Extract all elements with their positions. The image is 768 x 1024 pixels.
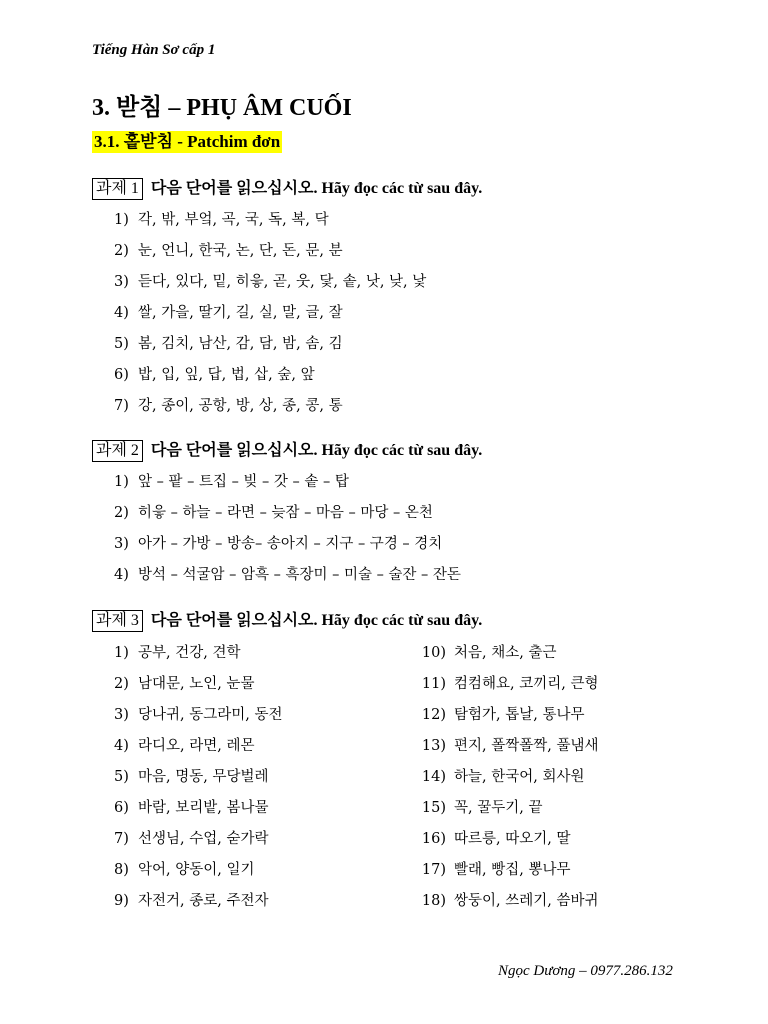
list-item: 10) 처음, 채소, 출근 <box>421 645 557 661</box>
list-item: 13) 편지, 폴짝폴짝, 풀냄새 <box>421 738 599 754</box>
list-item: 15) 꼭, 꿀두기, 끝 <box>421 800 543 816</box>
list-item: 1) 각, 밖, 부엌, 곡, 국, 독, 복, 닥 <box>114 212 329 228</box>
word-list <box>92 205 692 422</box>
list-item: 7) 강, 종이, 공항, 방, 상, 종, 콩, 통 <box>114 398 343 414</box>
exercise-heading <box>92 610 692 634</box>
list-item: 3) 아가 – 가방 – 방송– 송아지 – 지구 – 구경 – 경치 <box>114 536 443 552</box>
instruction-korean: 다음 단어를 읽으십시오. <box>150 180 318 197</box>
section-subtitle: 3.1. 홑받침 - Patchim đơn <box>94 132 281 151</box>
list-item: 3) 듣다, 있다, 밑, 히읗, 곧, 웃, 닻, 솥, 낫, 낮, 낯 <box>114 274 427 290</box>
exercise-label: 과제 2 <box>92 440 143 462</box>
list-item: 14) 하늘, 한국어, 회사원 <box>421 769 585 785</box>
list-item: 3) 당나귀, 동그라미, 동전 <box>114 707 283 723</box>
page-footer: Ngọc Dương – 0977.286.132 <box>498 963 673 979</box>
list-item: 1) 공부, 건강, 견학 <box>114 645 241 661</box>
list-item: 11) 컴컴해요, 코끼리, 큰형 <box>421 676 599 692</box>
exercise-label: 과제 1 <box>92 178 143 200</box>
list-item: 12) 탐험가, 톱날, 통나무 <box>421 707 585 723</box>
list-item: 6) 바람, 보리밭, 봄나물 <box>114 800 269 816</box>
list-item: 9) 자전거, 종로, 주전자 <box>114 893 269 909</box>
list-item: 4) 라디오, 라면, 레몬 <box>114 738 255 754</box>
list-item: 18) 쌍둥이, 쓰레기, 씀바귀 <box>421 893 599 909</box>
right-column <box>414 638 599 917</box>
exercise-heading <box>92 178 692 202</box>
list-item: 6) 밥, 입, 잎, 답, 법, 삽, 숲, 앞 <box>114 367 315 383</box>
list-item: 2) 남대문, 노인, 눈물 <box>114 676 255 692</box>
word-columns <box>92 638 692 918</box>
instruction-vietnamese: Hãy đọc các từ sau đây. <box>321 612 483 629</box>
exercise-3 <box>92 610 692 918</box>
list-item: 8) 악어, 양동이, 일기 <box>114 862 255 878</box>
exercise-label: 과제 3 <box>92 610 143 632</box>
list-item: 2) 히읗 – 하늘 – 라면 – 늦잠 – 마음 – 마당 – 온천 <box>114 505 433 521</box>
list-item: 2) 눈, 언니, 한국, 논, 단, 돈, 문, 분 <box>114 243 343 259</box>
page-title: 3. 받침 – PHỤ ÂM CUỐI <box>92 95 352 121</box>
exercise-2 <box>92 440 692 591</box>
list-item: 5) 봄, 김치, 남산, 감, 담, 밤, 솜, 김 <box>114 336 343 352</box>
list-item: 17) 빨래, 빵집, 뽕나무 <box>421 862 571 878</box>
list-item: 4) 방석 – 석굴암 – 암흑 – 흑장미 – 미술 – 술잔 – 잔돈 <box>114 567 461 583</box>
left-column <box>92 638 283 917</box>
word-list <box>92 638 283 917</box>
instruction-korean: 다음 단어를 읽으십시오. <box>150 612 318 629</box>
instruction-vietnamese: Hãy đọc các từ sau đây. <box>321 442 483 459</box>
list-item: 16) 따르릉, 따오기, 딸 <box>421 831 571 847</box>
list-item: 7) 선생님, 수업, 숟가락 <box>114 831 269 847</box>
list-item: 4) 쌀, 가을, 딸기, 길, 실, 말, 글, 잘 <box>114 305 343 321</box>
exercise-1 <box>92 178 692 422</box>
list-item: 5) 마음, 명동, 무당벌레 <box>114 769 269 785</box>
running-header: Tiếng Hàn Sơ cấp 1 <box>92 42 216 58</box>
instruction-vietnamese: Hãy đọc các từ sau đây. <box>321 180 483 197</box>
exercise-heading <box>92 440 692 464</box>
instruction-korean: 다음 단어를 읽으십시오. <box>150 442 318 459</box>
word-list <box>414 638 599 917</box>
word-list <box>92 467 692 591</box>
list-item: 1) 앞 – 팥 – 트집 – 빚 – 갓 – 솥 – 탑 <box>114 474 349 490</box>
